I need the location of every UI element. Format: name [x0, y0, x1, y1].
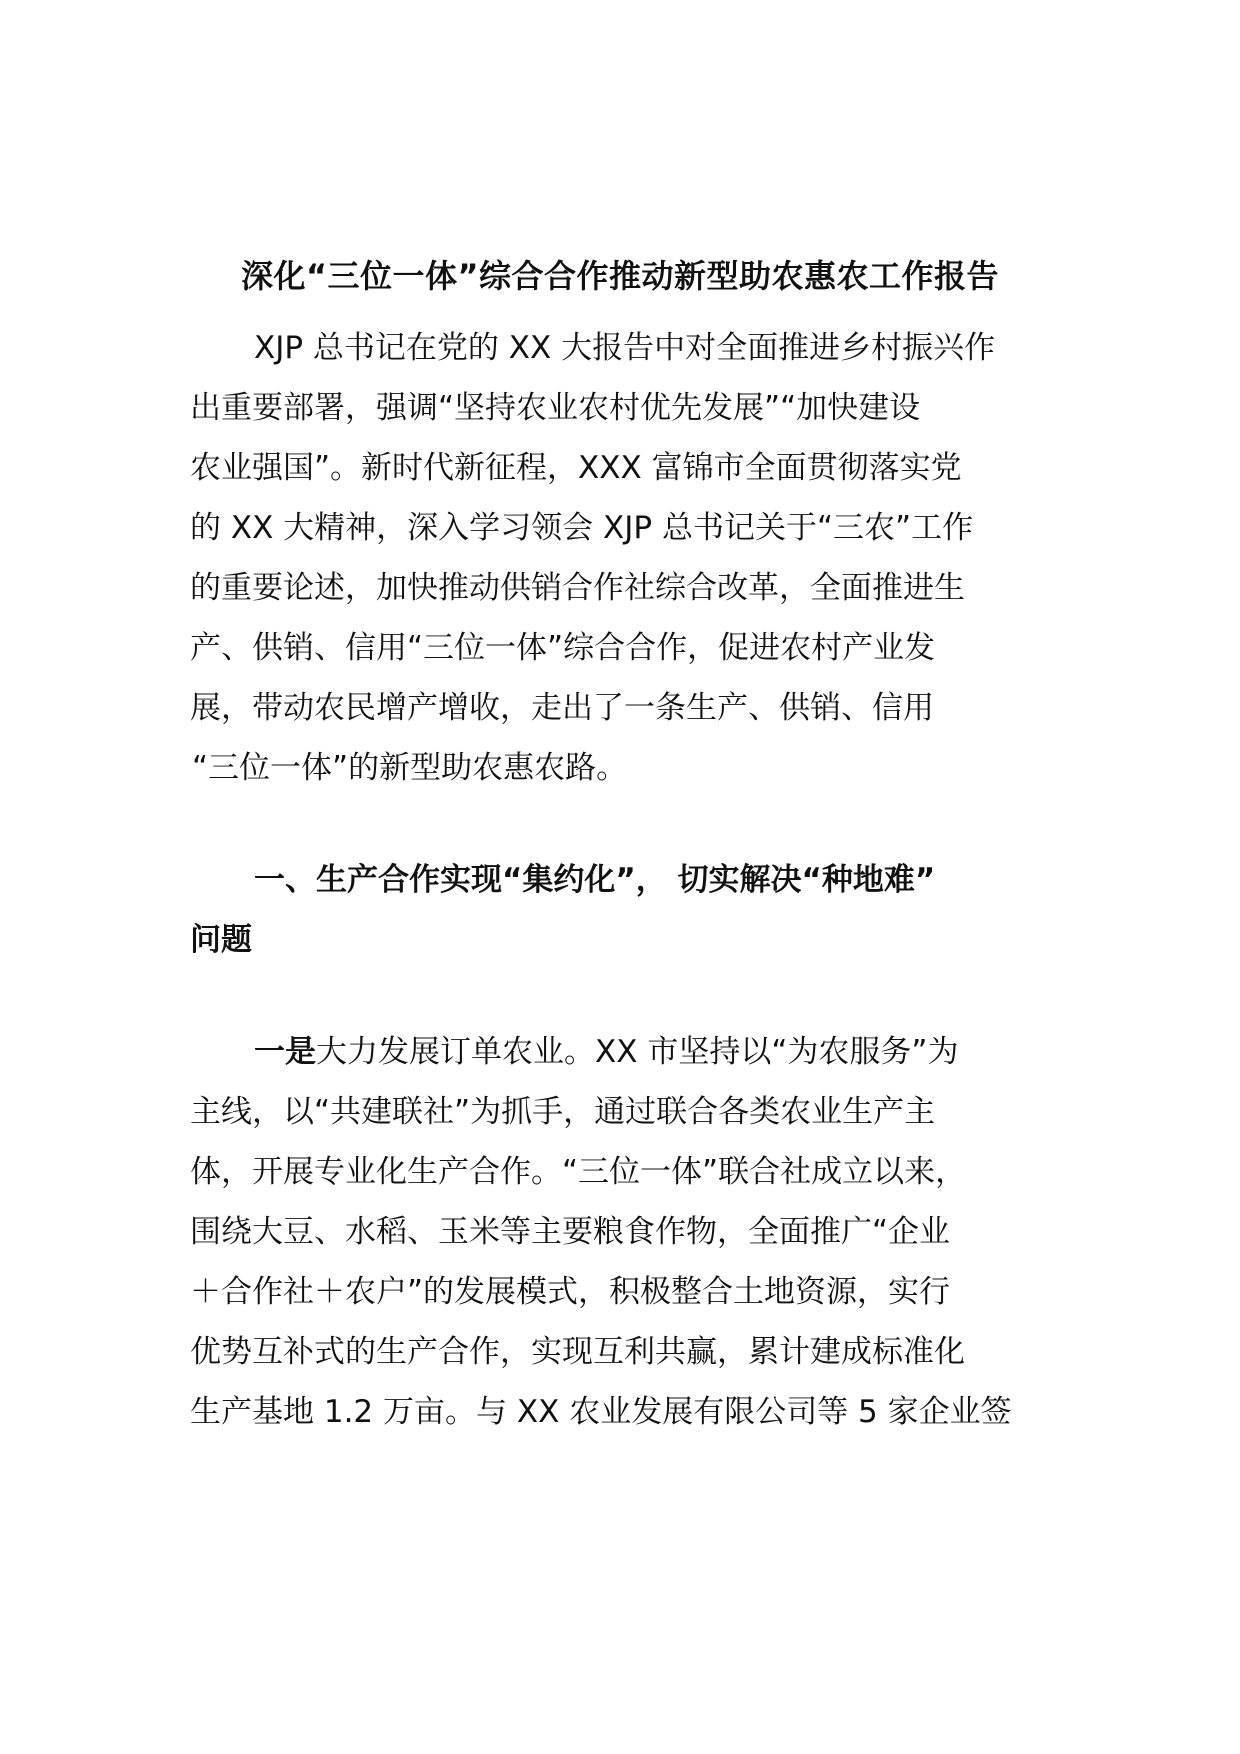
section1-heading-line-1: 一、生产合作实现“集约化”， 切实解决“种地难” [254, 862, 936, 898]
para1-line-1 [254, 1030, 958, 1074]
intro-line-7: 展，带动农民增产增收，走出了一条生产、供销、信用 [190, 690, 934, 726]
document-title: 深化“三位一体”综合合作推动新型助农惠农工作报告 [240, 257, 1000, 295]
para1-line-6: 优势互补式的生产合作，实现互利共赢，累计建成标准化 [190, 1334, 965, 1370]
intro-line-1: XJP 总书记在党的 XX 大报告中对全面推进乡村振兴作 [254, 330, 996, 366]
section1-heading-line-2: 问题 [190, 922, 252, 958]
para1-line-3: 体，开展专业化生产合作。“三位一体”联合社成立以来， [190, 1154, 967, 1190]
intro-line-5: 的重要论述，加快推动供销合作社综合改革，全面推进生 [190, 570, 965, 606]
para1-line-5: ＋合作社＋农户”的发展模式，积极整合土地资源，实行 [190, 1274, 951, 1310]
para1-line-4: 围绕大豆、水稻、玉米等主要粮食作物，全面推广“企业 [190, 1214, 951, 1250]
intro-line-8: “三位一体”的新型助农惠农路。 [192, 750, 628, 786]
para1-line-7: 生产基地 1.2 万亩。与 XX 农业发展有限公司等 5 家企业签 [190, 1394, 1012, 1430]
intro-line-2: 出重要部署，强调“坚持农业农村优先发展”“加快建设 [190, 390, 921, 426]
para1-line-2: 主线，以“共建联社”为抓手，通过联合各类农业生产主 [190, 1094, 936, 1130]
intro-line-6: 产、供销、信用“三位一体”综合合作，促进农村产业发 [190, 630, 936, 666]
para1-lead: 一是 [254, 1034, 316, 1070]
intro-line-4: 的 XX 大精神，深入学习领会 XJP 总书记关于“三农”工作 [190, 510, 974, 546]
para1-first-rest: 大力发展订单农业。XX 市坚持以“为农服务”为 [316, 1034, 959, 1070]
intro-line-3: 农业强国”。新时代新征程，XXX 富锦市全面贯彻落实党 [190, 450, 962, 486]
